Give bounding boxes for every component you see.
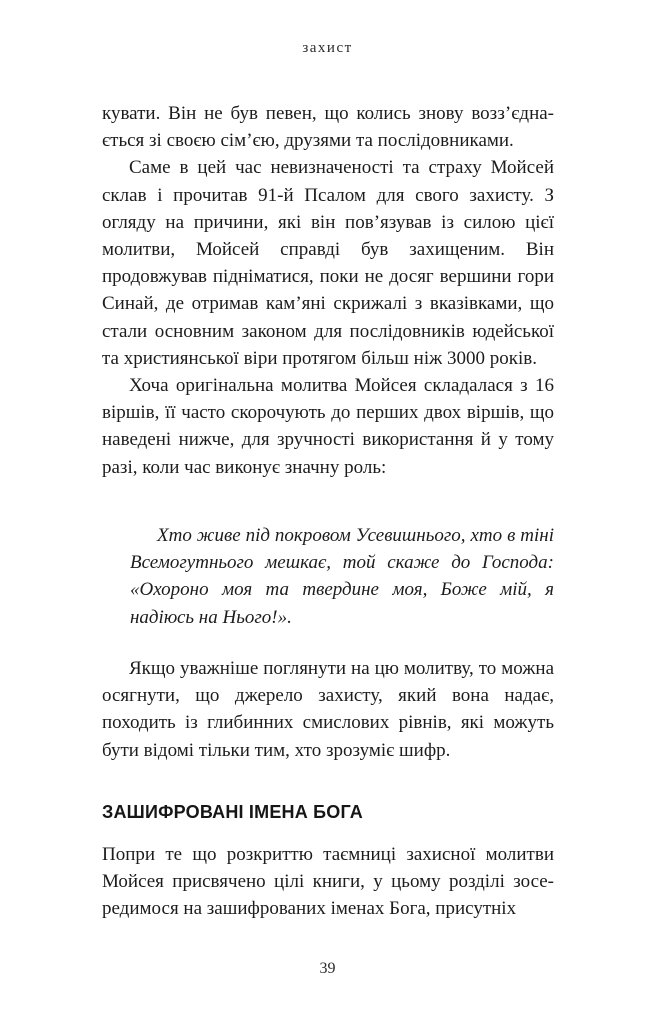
running-header: захист	[302, 40, 353, 56]
paragraph-encoded-names: Попри те що розкриттю таємниці захисної молитви Мойсея присвячено цілі книги, у цьому розділі зосередимося на зашифрованих іменах Бога, присутніх	[102, 844, 554, 920]
paragraph-psalm-91: Саме в цей час невизначеності та страху Мойсей склав і прочитав 91-й Псалом для свого захисту. З огляду на причини, які він пов’язував із силою цієї молитви, Мойсей справді був захищеним. Він продовжував підніматися, поки не досяг вершини гори Синай, де отримав кам’яні скрижалі з вказівками, що стали основним законом для послідовників юдейської та християнської віри протягом більш ніж 3000 років.	[102, 157, 554, 369]
paragraph-sixteen-verses: Хоча оригінальна молитва Мойсея складалася з 16 віршів, її часто скорочують до перших двох віршів, що наведені нижче, для зручності використання й у тому разі, коли час виконує значну роль:	[102, 375, 554, 478]
text-block-middle	[102, 655, 554, 764]
paragraph-cipher: Якщо уважніше поглянути на цю молитву, то можна осягнути, що джерело захисту, який вона надає, походить із глибинних смислових рівнів, які можуть бути відомі тільки тим, хто зрозуміє шифр.	[102, 658, 554, 761]
paragraph-continued: кувати. Він не був певен, що колись знову возз’єднається зі своєю сім’єю, друзями та послідовниками.	[102, 103, 554, 152]
text-block-top	[102, 100, 554, 481]
section-heading: ЗАШИФРОВАНІ ІМЕНА БОГА	[102, 802, 363, 822]
page-number: 39	[319, 960, 336, 977]
psalm-quote: Хто живе під покровом Усевишнього, хто в тіні Всемогутнього мешкає, той скаже до Господа: «Охороно моя та твердине моя, Боже мій, я надіюсь на Нього!».	[130, 525, 554, 628]
text-block-bottom	[102, 841, 554, 923]
